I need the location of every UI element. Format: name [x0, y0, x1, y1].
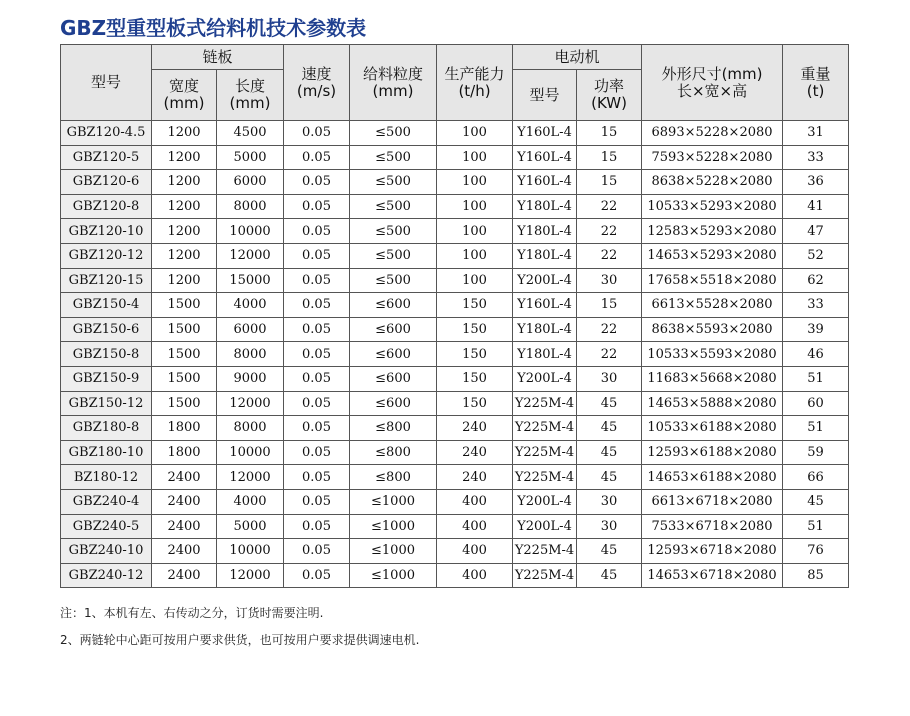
cell-motor-model: Y225M-4	[513, 563, 577, 588]
table-row	[61, 268, 849, 293]
table-row	[61, 293, 849, 318]
cell-model: GBZ120-4.5	[61, 121, 152, 146]
cell-capacity: 150	[437, 391, 513, 416]
cell-particle-size: ≤1000	[350, 539, 437, 564]
cell-power: 15	[577, 145, 642, 170]
cell-length: 5000	[217, 514, 284, 539]
cell-length: 10000	[217, 539, 284, 564]
cell-width: 1500	[152, 317, 217, 342]
cell-speed: 0.05	[284, 317, 350, 342]
cell-particle-size: ≤1000	[350, 514, 437, 539]
cell-model: GBZ180-8	[61, 416, 152, 441]
table-row	[61, 145, 849, 170]
cell-dimensions: 10533×5293×2080	[642, 194, 783, 219]
cell-weight: 76	[783, 539, 849, 564]
table-row	[61, 440, 849, 465]
cell-power: 45	[577, 440, 642, 465]
cell-capacity: 240	[437, 440, 513, 465]
cell-motor-model: Y200L-4	[513, 489, 577, 514]
cell-speed: 0.05	[284, 342, 350, 367]
cell-model: GBZ150-4	[61, 293, 152, 318]
header-dimensions-label: 外形尺寸(mm)	[661, 64, 763, 83]
header-width-unit: (mm)	[163, 94, 205, 112]
cell-particle-size: ≤600	[350, 391, 437, 416]
header-dimensions-sub: 长×宽×高	[676, 81, 748, 100]
cell-speed: 0.05	[284, 416, 350, 441]
cell-capacity: 100	[437, 243, 513, 268]
header-power	[577, 70, 642, 121]
cell-capacity: 100	[437, 145, 513, 170]
cell-dimensions: 8638×5228×2080	[642, 170, 783, 195]
cell-motor-model: Y225M-4	[513, 416, 577, 441]
cell-weight: 85	[783, 563, 849, 588]
table-row	[61, 194, 849, 219]
header-dimensions	[642, 45, 783, 121]
cell-length: 12000	[217, 465, 284, 490]
header-weight	[783, 45, 849, 121]
table-row	[61, 416, 849, 441]
cell-dimensions: 14653×5888×2080	[642, 391, 783, 416]
cell-weight: 31	[783, 121, 849, 146]
cell-motor-model: Y180L-4	[513, 194, 577, 219]
cell-particle-size: ≤1000	[350, 489, 437, 514]
cell-model: GBZ240-10	[61, 539, 152, 564]
cell-motor-model: Y200L-4	[513, 514, 577, 539]
cell-dimensions: 8638×5593×2080	[642, 317, 783, 342]
cell-speed: 0.05	[284, 268, 350, 293]
cell-speed: 0.05	[284, 440, 350, 465]
cell-dimensions: 12593×6188×2080	[642, 440, 783, 465]
header-capacity	[437, 45, 513, 121]
cell-particle-size: ≤600	[350, 366, 437, 391]
cell-particle-size: ≤500	[350, 219, 437, 244]
cell-weight: 45	[783, 489, 849, 514]
cell-width: 1200	[152, 121, 217, 146]
cell-dimensions: 6613×5528×2080	[642, 293, 783, 318]
table-row	[61, 465, 849, 490]
cell-model: GBZ180-10	[61, 440, 152, 465]
cell-length: 4000	[217, 293, 284, 318]
cell-width: 1200	[152, 219, 217, 244]
cell-particle-size: ≤800	[350, 465, 437, 490]
cell-weight: 47	[783, 219, 849, 244]
cell-capacity: 240	[437, 416, 513, 441]
note-2: 2、两链轮中心距可按用户要求供货，也可按用户要求提供调速电机.	[60, 633, 420, 647]
cell-motor-model: Y225M-4	[513, 391, 577, 416]
note-1: 注：1、本机有左、右传动之分，订货时需要注明.	[60, 606, 324, 620]
cell-power: 15	[577, 170, 642, 195]
cell-motor-model: Y160L-4	[513, 145, 577, 170]
cell-width: 2400	[152, 563, 217, 588]
cell-model: BZ180-12	[61, 465, 152, 490]
header-weight-label: 重量	[800, 64, 831, 83]
cell-model: GBZ150-6	[61, 317, 152, 342]
cell-model: GBZ120-12	[61, 243, 152, 268]
cell-power: 30	[577, 489, 642, 514]
cell-length: 9000	[217, 366, 284, 391]
table-row	[61, 243, 849, 268]
cell-power: 45	[577, 391, 642, 416]
cell-power: 22	[577, 317, 642, 342]
cell-capacity: 150	[437, 342, 513, 367]
cell-weight: 51	[783, 514, 849, 539]
cell-motor-model: Y200L-4	[513, 268, 577, 293]
cell-speed: 0.05	[284, 145, 350, 170]
table-body	[61, 121, 849, 588]
cell-capacity: 100	[437, 121, 513, 146]
cell-power: 45	[577, 539, 642, 564]
cell-width: 1800	[152, 440, 217, 465]
header-chain-plate: 链板	[152, 45, 284, 70]
cell-capacity: 150	[437, 366, 513, 391]
header-speed-unit: (m/s)	[296, 81, 337, 100]
cell-length: 4000	[217, 489, 284, 514]
cell-length: 6000	[217, 170, 284, 195]
cell-power: 22	[577, 219, 642, 244]
cell-weight: 36	[783, 170, 849, 195]
cell-motor-model: Y180L-4	[513, 219, 577, 244]
cell-capacity: 150	[437, 293, 513, 318]
cell-model: GBZ240-12	[61, 563, 152, 588]
cell-weight: 51	[783, 366, 849, 391]
cell-capacity: 100	[437, 268, 513, 293]
cell-speed: 0.05	[284, 563, 350, 588]
cell-dimensions: 6613×6718×2080	[642, 489, 783, 514]
header-motor: 电动机	[513, 45, 642, 70]
cell-speed: 0.05	[284, 366, 350, 391]
header-particle-size-unit: (mm)	[372, 81, 414, 100]
cell-dimensions: 12583×5293×2080	[642, 219, 783, 244]
cell-model: GBZ240-4	[61, 489, 152, 514]
cell-particle-size: ≤500	[350, 194, 437, 219]
header-speed-label: 速度	[301, 64, 332, 83]
cell-power: 22	[577, 243, 642, 268]
cell-width: 1200	[152, 243, 217, 268]
cell-weight: 51	[783, 416, 849, 441]
cell-power: 15	[577, 293, 642, 318]
cell-weight: 39	[783, 317, 849, 342]
header-power-label: 功率	[594, 77, 625, 95]
cell-model: GBZ120-10	[61, 219, 152, 244]
cell-width: 1500	[152, 293, 217, 318]
table-row	[61, 342, 849, 367]
cell-dimensions: 7533×6718×2080	[642, 514, 783, 539]
cell-speed: 0.05	[284, 121, 350, 146]
cell-capacity: 150	[437, 317, 513, 342]
cell-motor-model: Y160L-4	[513, 293, 577, 318]
cell-dimensions: 6893×5228×2080	[642, 121, 783, 146]
table-row	[61, 170, 849, 195]
cell-motor-model: Y200L-4	[513, 366, 577, 391]
cell-particle-size: ≤500	[350, 243, 437, 268]
cell-particle-size: ≤600	[350, 293, 437, 318]
cell-width: 1200	[152, 268, 217, 293]
cell-dimensions: 14653×6188×2080	[642, 465, 783, 490]
cell-weight: 33	[783, 293, 849, 318]
cell-weight: 60	[783, 391, 849, 416]
cell-particle-size: ≤500	[350, 121, 437, 146]
cell-motor-model: Y160L-4	[513, 121, 577, 146]
cell-motor-model: Y180L-4	[513, 342, 577, 367]
cell-width: 2400	[152, 539, 217, 564]
cell-speed: 0.05	[284, 539, 350, 564]
cell-length: 8000	[217, 416, 284, 441]
cell-weight: 46	[783, 342, 849, 367]
cell-particle-size: ≤600	[350, 342, 437, 367]
cell-width: 1200	[152, 194, 217, 219]
cell-particle-size: ≤500	[350, 268, 437, 293]
cell-length: 6000	[217, 317, 284, 342]
cell-weight: 52	[783, 243, 849, 268]
table-row	[61, 539, 849, 564]
cell-speed: 0.05	[284, 194, 350, 219]
cell-power: 30	[577, 268, 642, 293]
cell-capacity: 400	[437, 489, 513, 514]
cell-power: 45	[577, 563, 642, 588]
cell-model: GBZ150-9	[61, 366, 152, 391]
cell-motor-model: Y160L-4	[513, 170, 577, 195]
cell-width: 1200	[152, 170, 217, 195]
header-width-label: 宽度	[168, 77, 199, 95]
header-particle-size-label: 给料粒度	[363, 64, 424, 83]
cell-length: 12000	[217, 243, 284, 268]
cell-dimensions: 14653×6718×2080	[642, 563, 783, 588]
header-capacity-unit: (t/h)	[458, 81, 491, 100]
cell-speed: 0.05	[284, 293, 350, 318]
cell-particle-size: ≤800	[350, 416, 437, 441]
header-capacity-label: 生产能力	[444, 64, 505, 83]
cell-capacity: 100	[437, 194, 513, 219]
cell-motor-model: Y180L-4	[513, 243, 577, 268]
header-length-label: 长度	[235, 77, 266, 95]
cell-capacity: 240	[437, 465, 513, 490]
cell-capacity: 100	[437, 219, 513, 244]
cell-model: GBZ150-8	[61, 342, 152, 367]
cell-speed: 0.05	[284, 391, 350, 416]
header-width	[152, 70, 217, 121]
cell-speed: 0.05	[284, 489, 350, 514]
table-row	[61, 219, 849, 244]
table-row	[61, 563, 849, 588]
table-row	[61, 514, 849, 539]
cell-model: GBZ120-15	[61, 268, 152, 293]
cell-power: 22	[577, 342, 642, 367]
cell-width: 1200	[152, 145, 217, 170]
cell-dimensions: 10533×6188×2080	[642, 416, 783, 441]
header-length-unit: (mm)	[229, 94, 271, 112]
cell-model: GBZ120-8	[61, 194, 152, 219]
cell-speed: 0.05	[284, 170, 350, 195]
cell-motor-model: Y225M-4	[513, 440, 577, 465]
cell-power: 15	[577, 121, 642, 146]
cell-speed: 0.05	[284, 219, 350, 244]
cell-length: 15000	[217, 268, 284, 293]
cell-length: 4500	[217, 121, 284, 146]
cell-particle-size: ≤1000	[350, 563, 437, 588]
cell-capacity: 400	[437, 539, 513, 564]
cell-model: GBZ120-6	[61, 170, 152, 195]
cell-width: 1500	[152, 366, 217, 391]
cell-particle-size: ≤500	[350, 145, 437, 170]
cell-speed: 0.05	[284, 243, 350, 268]
cell-length: 8000	[217, 342, 284, 367]
cell-weight: 41	[783, 194, 849, 219]
cell-model: GBZ150-12	[61, 391, 152, 416]
cell-power: 45	[577, 465, 642, 490]
cell-particle-size: ≤800	[350, 440, 437, 465]
cell-particle-size: ≤500	[350, 170, 437, 195]
header-power-unit: (KW)	[591, 94, 627, 112]
cell-capacity: 100	[437, 170, 513, 195]
cell-model: GBZ120-5	[61, 145, 152, 170]
header-motor-model: 型号	[513, 70, 577, 121]
cell-motor-model: Y225M-4	[513, 465, 577, 490]
header-speed	[284, 45, 350, 121]
cell-particle-size: ≤600	[350, 317, 437, 342]
page-title: GBZ型重型板式给料机技术参数表	[60, 16, 367, 40]
cell-power: 30	[577, 514, 642, 539]
cell-length: 10000	[217, 440, 284, 465]
cell-model: GBZ240-5	[61, 514, 152, 539]
cell-length: 5000	[217, 145, 284, 170]
cell-length: 12000	[217, 391, 284, 416]
cell-power: 22	[577, 194, 642, 219]
cell-width: 2400	[152, 489, 217, 514]
header-weight-unit: (t)	[806, 81, 825, 100]
cell-capacity: 400	[437, 514, 513, 539]
cell-capacity: 400	[437, 563, 513, 588]
cell-power: 30	[577, 366, 642, 391]
cell-speed: 0.05	[284, 514, 350, 539]
cell-power: 45	[577, 416, 642, 441]
cell-dimensions: 7593×5228×2080	[642, 145, 783, 170]
cell-weight: 66	[783, 465, 849, 490]
table-row	[61, 391, 849, 416]
cell-weight: 59	[783, 440, 849, 465]
table-header	[61, 45, 849, 121]
cell-dimensions: 14653×5293×2080	[642, 243, 783, 268]
cell-length: 10000	[217, 219, 284, 244]
cell-dimensions: 12593×6718×2080	[642, 539, 783, 564]
cell-motor-model: Y180L-4	[513, 317, 577, 342]
header-length	[217, 70, 284, 121]
cell-width: 1500	[152, 391, 217, 416]
cell-width: 1800	[152, 416, 217, 441]
header-particle-size	[350, 45, 437, 121]
table-row	[61, 366, 849, 391]
cell-length: 8000	[217, 194, 284, 219]
cell-dimensions: 10533×5593×2080	[642, 342, 783, 367]
header-model: 型号	[61, 45, 152, 121]
cell-dimensions: 17658×5518×2080	[642, 268, 783, 293]
spec-table	[60, 44, 849, 588]
cell-width: 2400	[152, 465, 217, 490]
cell-weight: 62	[783, 268, 849, 293]
cell-width: 1500	[152, 342, 217, 367]
table-row	[61, 489, 849, 514]
cell-weight: 33	[783, 145, 849, 170]
table-row	[61, 121, 849, 146]
cell-speed: 0.05	[284, 465, 350, 490]
cell-width: 2400	[152, 514, 217, 539]
table-row	[61, 317, 849, 342]
cell-motor-model: Y225M-4	[513, 539, 577, 564]
cell-dimensions: 11683×5668×2080	[642, 366, 783, 391]
cell-length: 12000	[217, 563, 284, 588]
